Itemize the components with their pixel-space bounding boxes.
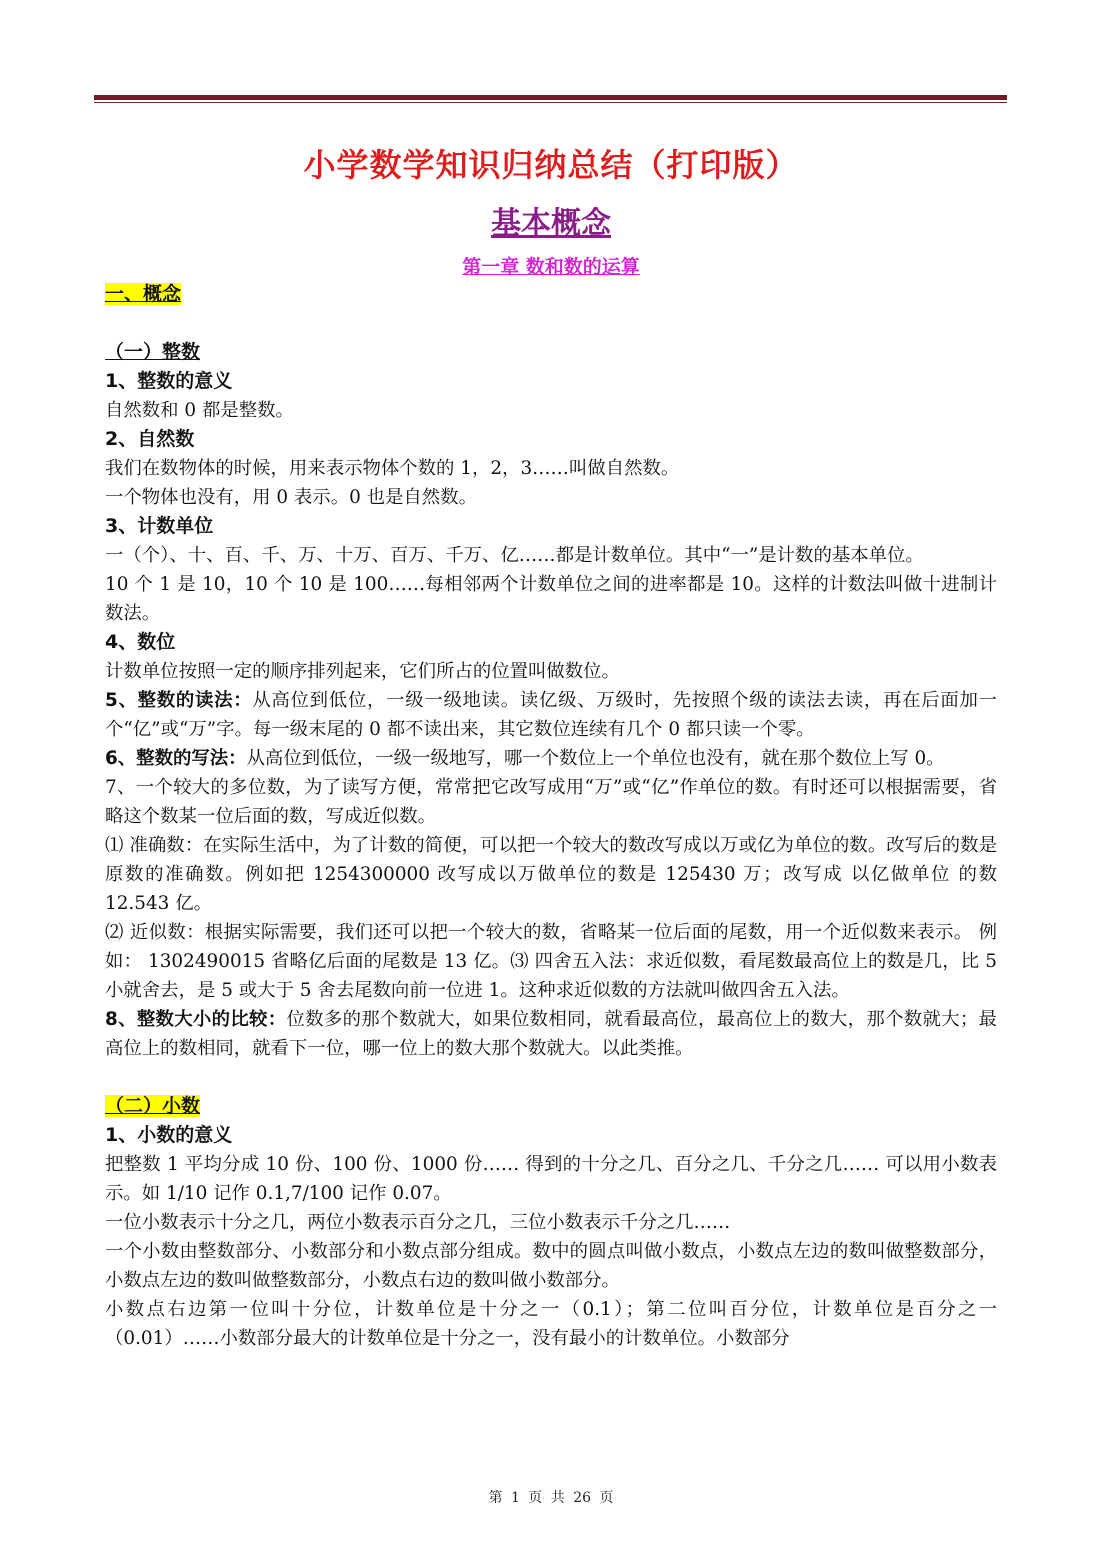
paragraph: ⑴ 准确数：在实际生活中，为了计数的简便，可以把一个较大的数改写成以万或亿为单位的数。改写后的数是原数的准确数。例如把 1254300000 改写成以万做单位的数是 125430 万；改写成 以亿做单位 的数 12.543 亿。 bbox=[105, 835, 997, 914]
page-footer: 第 1 页 共 26 页 bbox=[488, 1490, 614, 1506]
header-rule-thin bbox=[94, 102, 1007, 103]
inline-text: 从高位到低位，一级一级地写，哪一个数位上一个单位也没有，就在那个数位上写 0。 bbox=[246, 748, 945, 769]
paragraph: 计数单位按照一定的顺序排列起来，它们所占的位置叫做数位。 bbox=[105, 661, 620, 682]
item-heading: 1、整数的意义 bbox=[105, 370, 233, 392]
document-title: 小学数学知识归纳总结（打印版） bbox=[303, 146, 799, 184]
paragraph: 一个小数由整数部分、小数部分和小数点部分组成。数中的圆点叫做小数点，小数点左边的数叫做整数部分，小数点左边的数叫做整数部分，小数点右边的数叫做小数部分。 bbox=[105, 1241, 997, 1291]
document-body bbox=[105, 280, 997, 1353]
paragraph: 自然数和 0 都是整数。 bbox=[105, 400, 294, 421]
spacer bbox=[105, 1063, 997, 1092]
item-heading: 1、小数的意义 bbox=[105, 1124, 233, 1146]
document-subtitle: 基本概念 bbox=[491, 206, 611, 241]
spacer bbox=[105, 309, 997, 338]
paragraph bbox=[105, 744, 997, 773]
inline-text: 位数多的那个数就大，如果位数相同，就看最高位，最高位上的数大，那个数就大；最高位上的数相同，就看下一位，哪一位上的数大那个数就大。以此类推。 bbox=[105, 1009, 997, 1059]
paragraph: 一位小数表示十分之几，两位小数表示百分之几，三位小数表示千分之几…… bbox=[105, 1212, 731, 1233]
section-heading: 一、概念 bbox=[105, 283, 182, 305]
paragraph: 7、一个较大的多位数，为了读写方便，常常把它改写成用“万”或“亿”作单位的数。有时还可以根据需要，省略这个数某一位后面的数，写成近似数。 bbox=[105, 777, 997, 827]
item-heading: 3、计数单位 bbox=[105, 515, 214, 537]
inline-label: 8、整数大小的比较： bbox=[105, 1009, 287, 1030]
paragraph: 我们在数物体的时候，用来表示物体个数的 1，2，3……叫做自然数。 bbox=[105, 458, 680, 479]
inline-text: 从高位到低位，一级一级地读。读亿级、万级时，先按照个级的读法去读，再在后面加一个“亿”或“万”字。每一级末尾的 0 都不读出来，其它数位连续有几个 0 都只读一个零。 bbox=[105, 690, 997, 740]
subsection-heading-integer: （一）整数 bbox=[105, 341, 201, 363]
paragraph: 一（个）、十、百、千、万、十万、百万、千万、亿……都是计数单位。其中“一”是计数的基本单位。 bbox=[105, 545, 924, 566]
paragraph bbox=[105, 686, 997, 744]
paragraph: 一个物体也没有，用 0 表示。0 也是自然数。 bbox=[105, 487, 477, 508]
paragraph: 小数点右边第一位叫十分位，计数单位是十分之一（0.1）；第二位叫百分位，计数单位是百分之一（0.01）……小数部分最大的计数单位是十分之一，没有最小的计数单位。小数部分 bbox=[105, 1299, 997, 1349]
paragraph bbox=[105, 1005, 997, 1063]
chapter-heading: 第一章 数和数的运算 bbox=[462, 256, 640, 278]
paragraph: 把整数 1 平均分成 10 份、100 份、1000 份…… 得到的十分之几、百分之几、千分之几…… 可以用小数表示。如 1/10 记作 0.1,7/100 记作 0.07。 bbox=[105, 1154, 997, 1204]
paragraph: 10 个 1 是 10，10 个 10 是 100……每相邻两个计数单位之间的进率都是 10。这样的计数法叫做十进制计数法。 bbox=[105, 574, 997, 624]
inline-label: 6、整数的写法： bbox=[105, 748, 247, 769]
header-rule bbox=[94, 95, 1007, 100]
inline-label: 5、整数的读法： bbox=[105, 690, 253, 711]
item-heading: 4、数位 bbox=[105, 631, 176, 653]
item-heading: 2、自然数 bbox=[105, 428, 195, 450]
subsection-heading-decimal: （二）小数 bbox=[105, 1095, 201, 1117]
paragraph: ⑵ 近似数：根据实际需要，我们还可以把一个较大的数，省略某一位后面的尾数，用一个近似数来表示。 例如： 1302490015 省略亿后面的尾数是 13 亿。⑶ 四舍五入法：求近似数，看尾数最高位上的数是几，比 5 小就舍去，是 5 或大于 5 舍去尾数向前一位进 1。这种求近似数的方法就叫做四舍五入法。 bbox=[105, 922, 997, 1001]
